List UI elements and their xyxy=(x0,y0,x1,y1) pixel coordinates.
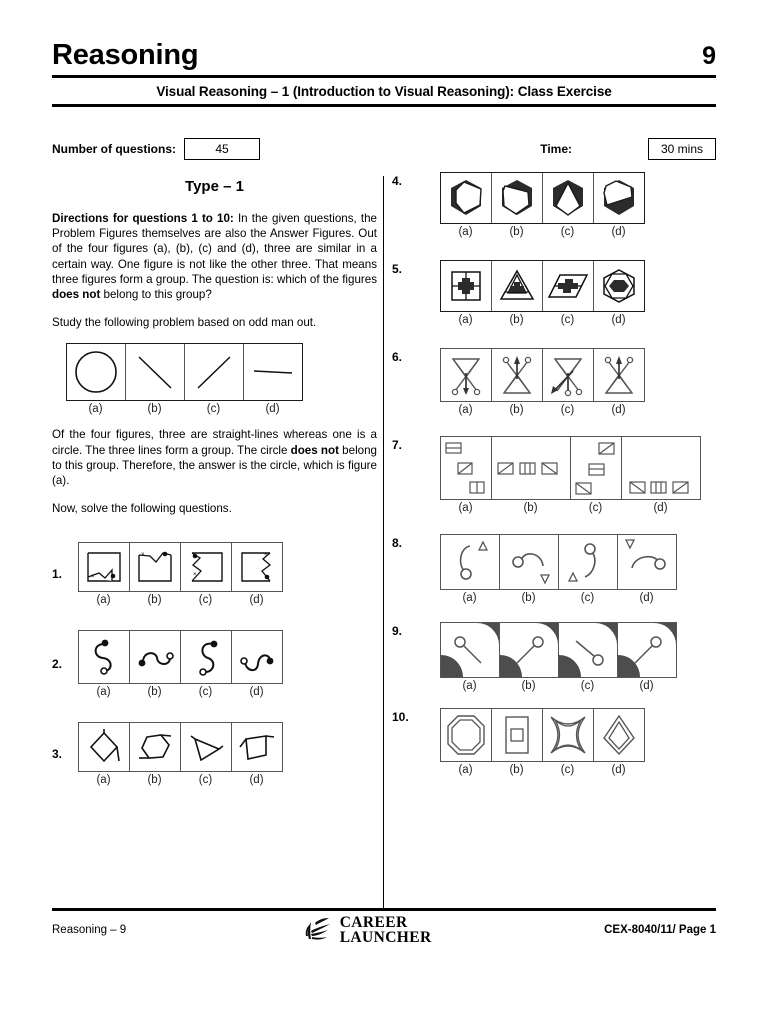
option-cell-a[interactable] xyxy=(441,623,500,677)
corner-quarters-pin-a-icon xyxy=(441,623,499,677)
example-cell-d xyxy=(244,344,302,400)
boxes-row-layout-b-icon xyxy=(492,437,570,499)
option-cell-d[interactable] xyxy=(594,261,644,311)
nested-concave-star-icon xyxy=(543,709,593,761)
corner-quarters-pin-b-icon xyxy=(500,623,558,677)
column-divider xyxy=(383,176,384,908)
option-label: (a) xyxy=(458,314,473,326)
question-1-panels-wrap xyxy=(78,542,283,606)
option-label: (d) xyxy=(249,594,264,607)
option-label: (c) xyxy=(560,314,575,326)
question-10-option-labels xyxy=(440,764,645,776)
brand-line-1: CAREER xyxy=(339,914,408,931)
dark-hexagon-white-polygon-d-icon xyxy=(594,173,644,223)
example-panels xyxy=(66,343,303,401)
option-label: (d) xyxy=(611,226,626,238)
left-column xyxy=(52,172,377,786)
square-zigzag-top-icon xyxy=(130,543,180,591)
option-cell-d[interactable] xyxy=(594,173,644,223)
option-cell-d[interactable] xyxy=(232,631,282,683)
time-group xyxy=(540,138,716,160)
diamond-with-tails-icon xyxy=(79,723,129,771)
option-cell-d[interactable] xyxy=(232,723,282,771)
question-8-panels xyxy=(440,534,677,590)
corner-quarters-pin-d-icon xyxy=(618,623,676,677)
s-curve-mirrored-icon xyxy=(181,631,231,683)
example-cell-b xyxy=(126,344,185,400)
time-label: Time: xyxy=(540,142,572,156)
question-2-panels-wrap xyxy=(78,630,283,698)
option-cell-a[interactable] xyxy=(441,173,492,223)
option-cell-b[interactable] xyxy=(492,173,543,223)
question-7 xyxy=(392,436,717,514)
svg-text:×: × xyxy=(264,552,268,559)
option-label: (d) xyxy=(611,404,626,416)
option-label: (d) xyxy=(265,403,280,416)
question-6-panels-wrap xyxy=(440,348,645,416)
option-label: (d) xyxy=(249,774,264,787)
question-number: 3. xyxy=(52,747,63,762)
boxes-diagonal-layout-c-icon xyxy=(571,437,621,499)
option-label: (d) xyxy=(611,764,626,776)
hook-curve-triangle-down-icon xyxy=(500,535,558,589)
question-6-option-labels xyxy=(440,404,645,416)
type-heading: Type – 1 xyxy=(185,178,244,195)
bowtie-arrow-up-icon xyxy=(492,349,542,401)
nested-rectangle-square-icon xyxy=(492,709,542,761)
footer-rule xyxy=(52,908,716,911)
option-cell-b[interactable] xyxy=(492,349,543,401)
question-number: 4. xyxy=(392,174,403,188)
question-9-panels xyxy=(440,622,677,678)
boxes-row-layout-d-icon xyxy=(622,437,700,499)
question-number: 5. xyxy=(392,262,403,276)
question-4-panels xyxy=(440,172,645,224)
option-label: (a) xyxy=(458,404,473,416)
question-6-panels xyxy=(440,348,645,402)
option-label: (a) xyxy=(96,774,111,787)
dark-hexagon-white-polygon-c-icon xyxy=(543,173,593,223)
question-10 xyxy=(392,708,717,776)
career-launcher-logo-icon xyxy=(299,915,333,945)
explanation-text-1: Of the four figures, three are straight-lines whereas one is a circle. The three lines form a group. The circle xyxy=(52,428,377,457)
question-7-panels-wrap xyxy=(440,436,701,514)
now-solve-line: Now, solve the following questions. xyxy=(52,502,232,516)
question-8-panels-wrap xyxy=(440,534,677,604)
option-cell-d[interactable] xyxy=(618,535,676,589)
question-4-panels-wrap xyxy=(440,172,645,238)
question-2 xyxy=(52,630,377,698)
page-header xyxy=(52,40,716,107)
question-9-option-labels xyxy=(440,680,677,692)
option-cell-a[interactable] xyxy=(441,349,492,401)
option-label: (b) xyxy=(147,774,162,787)
footer-right-text: CEX-8040/11/ Page 1 xyxy=(604,924,716,936)
option-cell-c[interactable] xyxy=(543,261,594,311)
option-label: (d) xyxy=(249,686,264,699)
option-cell-c[interactable] xyxy=(571,437,622,499)
footer-left-text: Reasoning – 9 xyxy=(52,924,127,936)
directions-text-2: belong to this group? xyxy=(100,288,212,302)
example-figure-group xyxy=(66,343,377,417)
header-title-row xyxy=(52,40,716,71)
question-1-panels xyxy=(78,542,283,592)
square-zigzag-right-icon xyxy=(232,543,282,591)
brand-line-2: LAUNCHER xyxy=(339,929,432,946)
square-grid-black-cross-icon xyxy=(441,261,491,311)
question-1-option-labels xyxy=(78,594,283,606)
option-label: (c) xyxy=(580,592,595,604)
question-2-panels xyxy=(78,630,283,684)
option-label: (a) xyxy=(458,764,473,776)
boxes-diagonal-layout-a-icon xyxy=(441,437,491,499)
question-number: 9. xyxy=(392,624,403,638)
option-label: (c) xyxy=(198,594,213,607)
question-number: 1. xyxy=(52,567,63,582)
line-down-right-shape xyxy=(126,344,184,400)
parallelogram-black-cross-icon xyxy=(543,261,593,311)
option-label: (c) xyxy=(588,502,603,514)
question-count-value: 45 xyxy=(184,138,260,160)
line-up-right-shape xyxy=(185,344,243,400)
s-curve-flipped-icon xyxy=(232,631,282,683)
option-cell-c[interactable] xyxy=(559,623,618,677)
question-number: 8. xyxy=(392,536,403,550)
directions-emphasis: does not xyxy=(52,288,101,302)
question-number: 7. xyxy=(392,438,403,452)
bowtie-arrow-up-d-icon xyxy=(594,349,644,401)
option-cell-c[interactable] xyxy=(543,173,594,223)
option-label: (b) xyxy=(509,226,524,238)
option-cell-a[interactable] xyxy=(79,723,130,771)
option-cell-b[interactable] xyxy=(500,623,559,677)
option-label: (a) xyxy=(462,680,477,692)
option-cell-c[interactable] xyxy=(181,631,232,683)
example-cell-c xyxy=(185,344,244,400)
option-label: (b) xyxy=(509,764,524,776)
option-cell-d[interactable] xyxy=(232,543,282,591)
question-4-option-labels xyxy=(440,226,645,238)
option-cell-d[interactable] xyxy=(594,709,644,761)
option-cell-a[interactable] xyxy=(79,631,130,683)
dark-hexagon-white-polygon-icon xyxy=(441,173,491,223)
option-label: (a) xyxy=(96,686,111,699)
option-label: (c) xyxy=(580,680,595,692)
option-label: (b) xyxy=(147,403,162,416)
question-3 xyxy=(52,722,377,786)
question-8 xyxy=(392,534,717,604)
option-label: (d) xyxy=(611,314,626,326)
option-label: (d) xyxy=(639,680,654,692)
explanation-paragraph xyxy=(52,427,377,488)
corner-quarters-pin-c-icon xyxy=(559,623,617,677)
option-cell-a[interactable] xyxy=(441,437,492,499)
option-label: (b) xyxy=(521,592,536,604)
question-9 xyxy=(392,622,717,692)
option-label: (b) xyxy=(509,314,524,326)
option-label: (b) xyxy=(509,404,524,416)
option-cell-b[interactable] xyxy=(492,261,543,311)
question-3-option-labels xyxy=(78,774,283,786)
question-number: 10. xyxy=(392,710,409,724)
question-4 xyxy=(392,172,717,238)
s-curve-icon xyxy=(79,631,129,683)
option-label: (b) xyxy=(521,680,536,692)
bowtie-arrow-diagonal-icon xyxy=(543,349,593,401)
option-cell-b[interactable] xyxy=(492,709,543,761)
option-label: (a) xyxy=(96,594,111,607)
line-horizontal-shape xyxy=(244,344,302,400)
option-cell-b[interactable] xyxy=(130,543,181,591)
option-cell-d[interactable] xyxy=(622,437,700,499)
explanation-text-2: belong to this group. Therefore, the answer is the circle, which is figure (a). xyxy=(52,443,377,488)
hook-curve-triangle-d-icon xyxy=(618,535,676,589)
option-label: (a) xyxy=(88,403,103,416)
question-5-option-labels xyxy=(440,314,645,326)
question-3-panels xyxy=(78,722,283,772)
example-cell-a xyxy=(67,344,126,400)
right-column xyxy=(392,172,717,776)
option-cell-b[interactable] xyxy=(130,631,181,683)
question-2-option-labels xyxy=(78,686,283,698)
option-label: (b) xyxy=(147,686,162,699)
question-8-option-labels xyxy=(440,592,677,604)
option-cell-d[interactable] xyxy=(594,349,644,401)
s-curve-rotated-icon xyxy=(130,631,180,683)
option-label: (b) xyxy=(147,594,162,607)
question-number: 2. xyxy=(52,657,63,672)
page-footer xyxy=(52,915,716,945)
time-value: 30 mins xyxy=(648,138,716,160)
page-subtitle: Visual Reasoning – 1 (Introduction to Visual Reasoning): Class Exercise xyxy=(156,84,612,99)
question-7-option-labels xyxy=(440,502,701,514)
question-count-label: Number of questions: xyxy=(52,142,177,156)
option-cell-a[interactable] xyxy=(79,543,130,591)
question-1 xyxy=(52,542,377,606)
hexagon-black-hexagon-icon xyxy=(594,261,644,311)
exercise-meta-bar xyxy=(52,138,716,160)
directions-label: Directions for questions 1 to 10: xyxy=(52,212,234,225)
option-cell-b[interactable] xyxy=(130,723,181,771)
option-label: (a) xyxy=(458,502,473,514)
option-cell-c[interactable] xyxy=(543,349,594,401)
option-label: (c) xyxy=(560,404,575,416)
hook-curve-triangle-c-icon xyxy=(559,535,617,589)
triangle-with-tails-icon xyxy=(181,723,231,771)
option-label: (c) xyxy=(198,774,213,787)
option-cell-b[interactable] xyxy=(500,535,559,589)
question-count-group xyxy=(52,138,260,160)
question-6 xyxy=(392,348,717,416)
directions-text: In the given questions, the Problem Figures themselves are also the Answer Figures. Out of the four figures (a), (b), (c) and (d), three are similar in a certain way. One figure is not like the other three. That means three figures form a group. The question is: which of the figures xyxy=(52,212,378,286)
option-label: (b) xyxy=(523,502,538,514)
question-7-panels xyxy=(440,436,701,500)
option-cell-c[interactable] xyxy=(181,723,232,771)
question-number: 6. xyxy=(392,350,403,364)
directions-paragraph xyxy=(52,211,377,302)
page-number: 9 xyxy=(702,42,716,70)
option-cell-c[interactable] xyxy=(543,709,594,761)
nested-octagon-icon xyxy=(441,709,491,761)
square-zigzag-bottom-left-icon xyxy=(79,543,129,591)
brand-logo xyxy=(126,915,604,945)
option-label: (d) xyxy=(653,502,668,514)
question-5 xyxy=(392,260,717,326)
option-label: (c) xyxy=(206,403,221,416)
bowtie-arrow-down-icon xyxy=(441,349,491,401)
header-rule-bottom xyxy=(52,104,716,107)
option-cell-a[interactable] xyxy=(441,709,492,761)
example-option-labels xyxy=(66,403,303,415)
brand-name xyxy=(340,915,432,945)
option-label: (c) xyxy=(560,764,575,776)
question-9-panels-wrap xyxy=(440,622,677,692)
option-cell-b[interactable] xyxy=(492,437,571,499)
question-5-panels xyxy=(440,260,645,312)
example-panel-wrap xyxy=(66,343,303,415)
option-label: (c) xyxy=(560,226,575,238)
question-10-panels xyxy=(440,708,645,762)
option-label: (c) xyxy=(198,686,213,699)
option-cell-c[interactable] xyxy=(559,535,618,589)
option-cell-a[interactable] xyxy=(441,535,500,589)
circle-shape xyxy=(67,344,125,400)
svg-text:×: × xyxy=(193,572,197,579)
svg-text:×: × xyxy=(91,574,95,581)
option-label: (a) xyxy=(458,226,473,238)
hexagon-with-tails-icon xyxy=(130,723,180,771)
triangle-black-cross-icon xyxy=(492,261,542,311)
nested-kite-icon xyxy=(594,709,644,761)
option-label: (a) xyxy=(462,592,477,604)
explanation-emphasis: does not xyxy=(290,443,339,457)
question-10-panels-wrap xyxy=(440,708,645,776)
hook-curve-triangle-up-icon xyxy=(441,535,499,589)
question-5-panels-wrap xyxy=(440,260,645,326)
question-3-panels-wrap xyxy=(78,722,283,786)
study-line: Study the following problem based on odd man out. xyxy=(52,316,317,330)
square-zigzag-left-icon xyxy=(181,543,231,591)
option-label: (d) xyxy=(639,592,654,604)
parallelogram-with-tails-icon xyxy=(232,723,282,771)
option-cell-a[interactable] xyxy=(441,261,492,311)
option-cell-c[interactable] xyxy=(181,543,232,591)
dark-hexagon-white-polygon-b-icon xyxy=(492,173,542,223)
page-title: Reasoning xyxy=(52,39,199,71)
svg-text:×: × xyxy=(141,552,145,559)
option-cell-d[interactable] xyxy=(618,623,676,677)
